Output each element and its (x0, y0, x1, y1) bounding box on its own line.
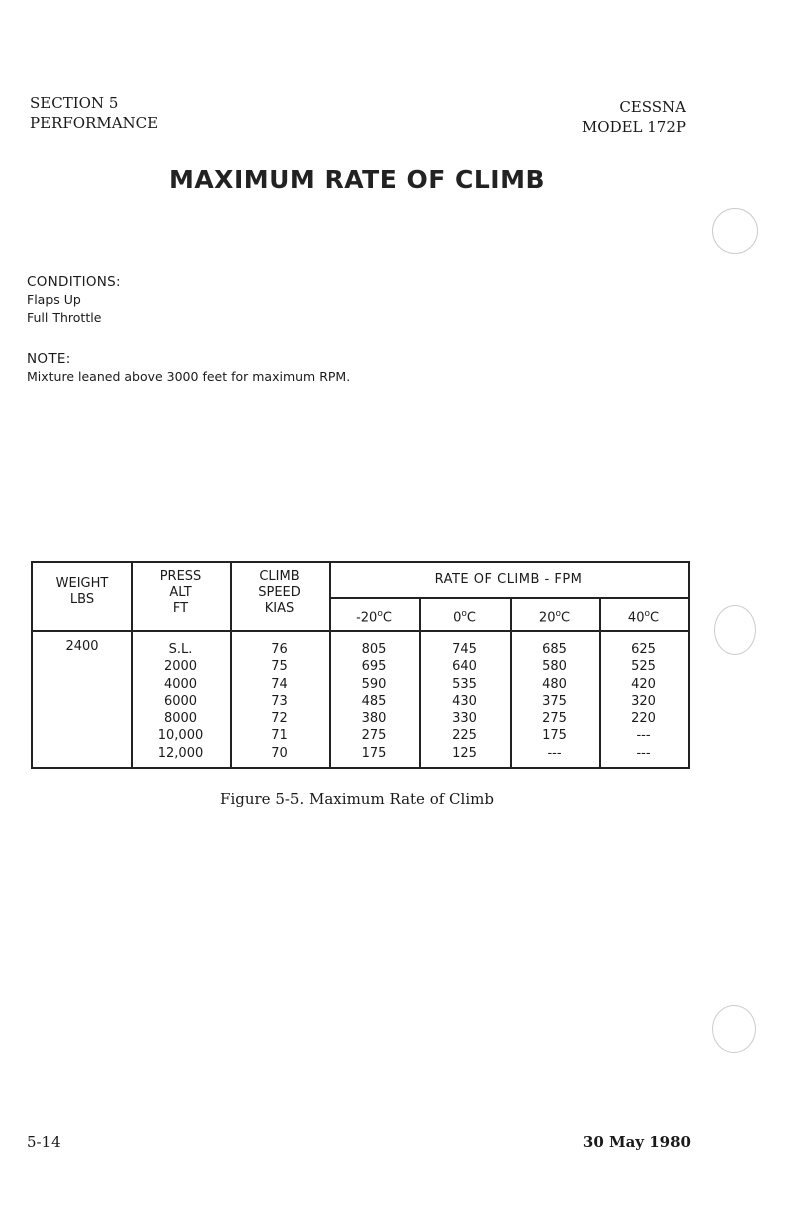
table-cell: 430 (452, 693, 477, 709)
table-cell: 580 (542, 659, 567, 675)
model-label: MODEL 172P (581, 118, 686, 136)
conditions-label: CONDITIONS: (27, 274, 121, 290)
table-cell: 745 (452, 642, 477, 657)
table-cell: 380 (361, 711, 387, 727)
temp-header: 20$^o$C (538, 609, 571, 626)
rate-column-20 (510, 641, 599, 762)
page-number: 5-14 (27, 1133, 61, 1151)
table-cell: 320 (631, 693, 656, 709)
rate-of-climb-header: RATE OF CLIMB - FPM (434, 572, 583, 587)
table-cell: 590 (361, 676, 387, 692)
table-cell: 74 (271, 676, 288, 692)
table-cell: 72 (271, 711, 288, 727)
table-cell: 73 (271, 693, 288, 709)
rate-column-m20 (329, 641, 419, 762)
table-cell: 275 (542, 711, 567, 727)
speed-column (230, 641, 329, 762)
table-cell: 330 (452, 711, 477, 727)
note-label: NOTE: (27, 351, 71, 367)
table-cell: 71 (271, 728, 288, 744)
table-cell: 2000 (163, 659, 198, 675)
table-cell: 640 (452, 659, 477, 675)
section-header (30, 93, 158, 133)
table-cell: 805 (361, 642, 387, 657)
temp-header: 40$^o$C (627, 609, 660, 626)
conditions-block (27, 273, 121, 327)
revision-date: 30 May 1980 (582, 1133, 691, 1151)
weight-header: WEIGHT LBS (55, 576, 109, 607)
table-cell: 70 (271, 745, 288, 761)
section-category: PERFORMANCE (30, 114, 159, 132)
table-cell: --- (547, 745, 562, 761)
table-cell: 10,000 (157, 728, 204, 744)
binder-hole-mark (714, 605, 756, 655)
binder-hole-mark (712, 208, 758, 254)
table-cell: --- (636, 745, 651, 761)
section-label: SECTION 5 (30, 94, 119, 112)
maker-label: CESSNA (619, 98, 686, 116)
weight-value: 2400 (65, 639, 99, 654)
table-cell: 125 (452, 745, 477, 761)
table-cell: 225 (452, 728, 477, 744)
note-block (27, 350, 350, 386)
climb-speed-header: CLIMB SPEED KIAS (258, 569, 301, 616)
table-cell: 175 (361, 745, 387, 761)
table-cell: 535 (452, 676, 477, 692)
table-cell: S.L. (168, 642, 193, 657)
condition-item: Full Throttle (27, 310, 102, 325)
rate-column-40 (599, 641, 688, 762)
table-cell: 625 (631, 642, 656, 657)
rate-column-0 (419, 641, 510, 762)
table-cell: 525 (631, 659, 656, 675)
table-cell: 685 (542, 642, 567, 657)
table-cell: 4000 (163, 676, 198, 692)
table-cell: 8000 (163, 711, 198, 727)
table-cell: 695 (361, 659, 387, 675)
figure-caption: Figure 5-5. Maximum Rate of Climb (220, 790, 494, 808)
temp-header: -20$^o$C (356, 609, 392, 626)
climb-table (31, 561, 690, 769)
press-alt-header: PRESS ALT FT (159, 569, 202, 616)
altitude-column (131, 641, 230, 762)
page-title: MAXIMUM RATE OF CLIMB (168, 165, 546, 194)
table-cell: 220 (631, 711, 656, 727)
note-text: Mixture leaned above 3000 feet for maximum RPM. (27, 369, 351, 384)
table-cell: 420 (631, 676, 656, 692)
table-cell: 175 (542, 728, 567, 744)
table-cell: 375 (542, 693, 567, 709)
binder-hole-mark (712, 1005, 756, 1053)
table-cell: 12,000 (157, 745, 204, 761)
condition-item: Flaps Up (27, 292, 81, 307)
table-cell: 76 (271, 642, 288, 657)
table-cell: 485 (361, 693, 387, 709)
table-cell: 6000 (163, 693, 198, 709)
table-cell: 480 (542, 676, 567, 692)
table-cell: 275 (361, 728, 387, 744)
table-cell: 75 (271, 659, 288, 675)
model-header (582, 97, 686, 137)
table-cell: --- (636, 728, 651, 744)
temp-header: 0$^o$C (453, 609, 476, 626)
